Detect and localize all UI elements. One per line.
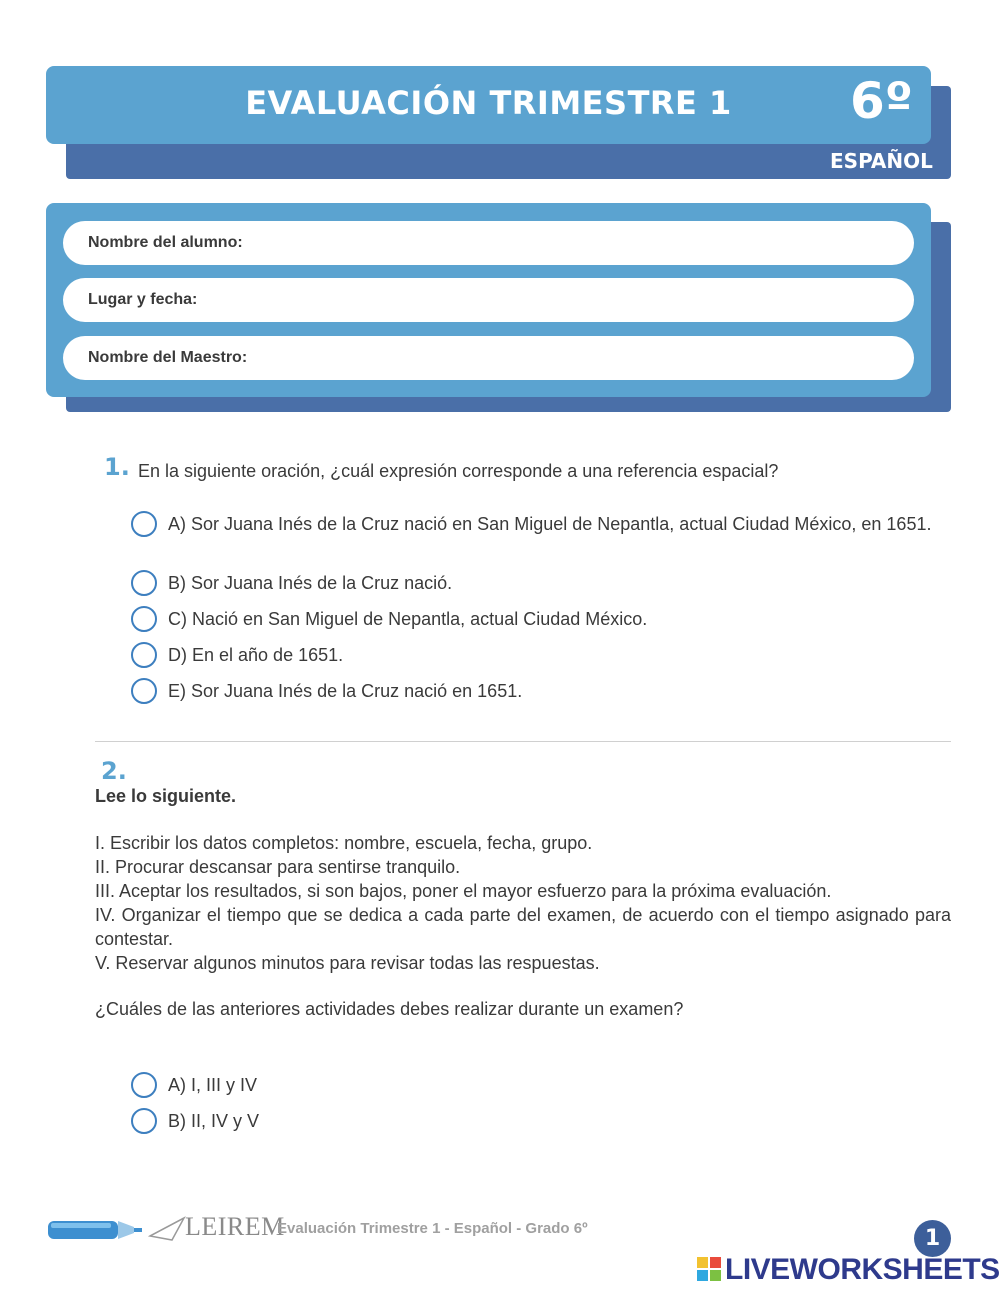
q1-option-c[interactable] — [131, 607, 961, 632]
question-1-text: En la siguiente oración, ¿cuál expresión corresponde a una referencia espacial? — [138, 461, 779, 481]
footer-text: Evaluación Trimestre 1 - Español - Grado 6º — [277, 1220, 588, 1237]
list-item: III. Aceptar los resultados, si son bajos, poner el mayor esfuerzo para la próxima evaluación. — [95, 881, 832, 901]
option-label: E) Sor Juana Inés de la Cruz nació en 1651. — [168, 681, 523, 701]
page-number: 1 — [914, 1220, 951, 1257]
radio-button[interactable] — [131, 642, 157, 668]
question-1-number: 1. — [104, 453, 130, 481]
option-label: A) I, III y IV — [168, 1075, 258, 1095]
leirem-logo: LEIREM — [185, 1212, 285, 1241]
marker-pen-icon — [46, 1213, 146, 1247]
radio-button[interactable] — [131, 1072, 157, 1098]
question-2-intro: Lee lo siguiente. — [95, 786, 237, 806]
liveworksheets-watermark[interactable]: LIVEWORKSHEETS — [725, 1253, 1000, 1286]
list-item: V. Reservar algunos minutos para revisar todas las respuestas. — [95, 953, 600, 973]
option-label: D) En el año de 1651. — [168, 645, 344, 665]
q2-option-b[interactable] — [131, 1109, 961, 1134]
option-label: A) Sor Juana Inés de la Cruz nació en San Miguel de Nepantla, actual Ciudad México, en 1651. — [168, 514, 932, 534]
page-title: EVALUACIÓN TRIMESTRE 1 — [245, 84, 732, 122]
q1-option-b[interactable] — [131, 571, 961, 596]
question-2-text: ¿Cuáles de las anteriores actividades debes realizar durante un examen? — [95, 999, 684, 1019]
paper-plane-icon — [148, 1216, 186, 1242]
option-label: C) Nació en San Miguel de Nepantla, actual Ciudad México. — [168, 609, 648, 629]
list-item: II. Procurar descansar para sentirse tranquilo. — [95, 857, 461, 877]
grade-label: 6º — [850, 72, 913, 130]
option-label: B) II, IV y V — [168, 1111, 260, 1131]
student-name-field[interactable]: Nombre del alumno: — [63, 221, 914, 265]
q1-option-e[interactable] — [131, 679, 961, 704]
liveworksheets-logo-icon — [697, 1257, 721, 1281]
q1-option-a[interactable] — [131, 512, 961, 537]
question-2-number: 2. — [101, 757, 127, 785]
radio-button[interactable] — [131, 678, 157, 704]
radio-button[interactable] — [131, 606, 157, 632]
section-divider — [95, 741, 951, 742]
teacher-name-field[interactable]: Nombre del Maestro: — [63, 336, 914, 380]
place-date-field[interactable]: Lugar y fecha: — [63, 278, 914, 322]
q2-option-a[interactable] — [131, 1073, 961, 1098]
radio-button[interactable] — [131, 570, 157, 596]
list-item: IV. Organizar el tiempo que se dedica a cada parte del examen, de acuerdo con el tiempo asignado para contestar. — [95, 905, 951, 949]
subject-label: ESPAÑOL — [830, 149, 933, 173]
radio-button[interactable] — [131, 1108, 157, 1134]
radio-button[interactable] — [131, 511, 157, 537]
list-item: I. Escribir los datos completos: nombre, escuela, fecha, grupo. — [95, 833, 593, 853]
option-label: B) Sor Juana Inés de la Cruz nació. — [168, 573, 453, 593]
q1-option-d[interactable] — [131, 643, 961, 668]
